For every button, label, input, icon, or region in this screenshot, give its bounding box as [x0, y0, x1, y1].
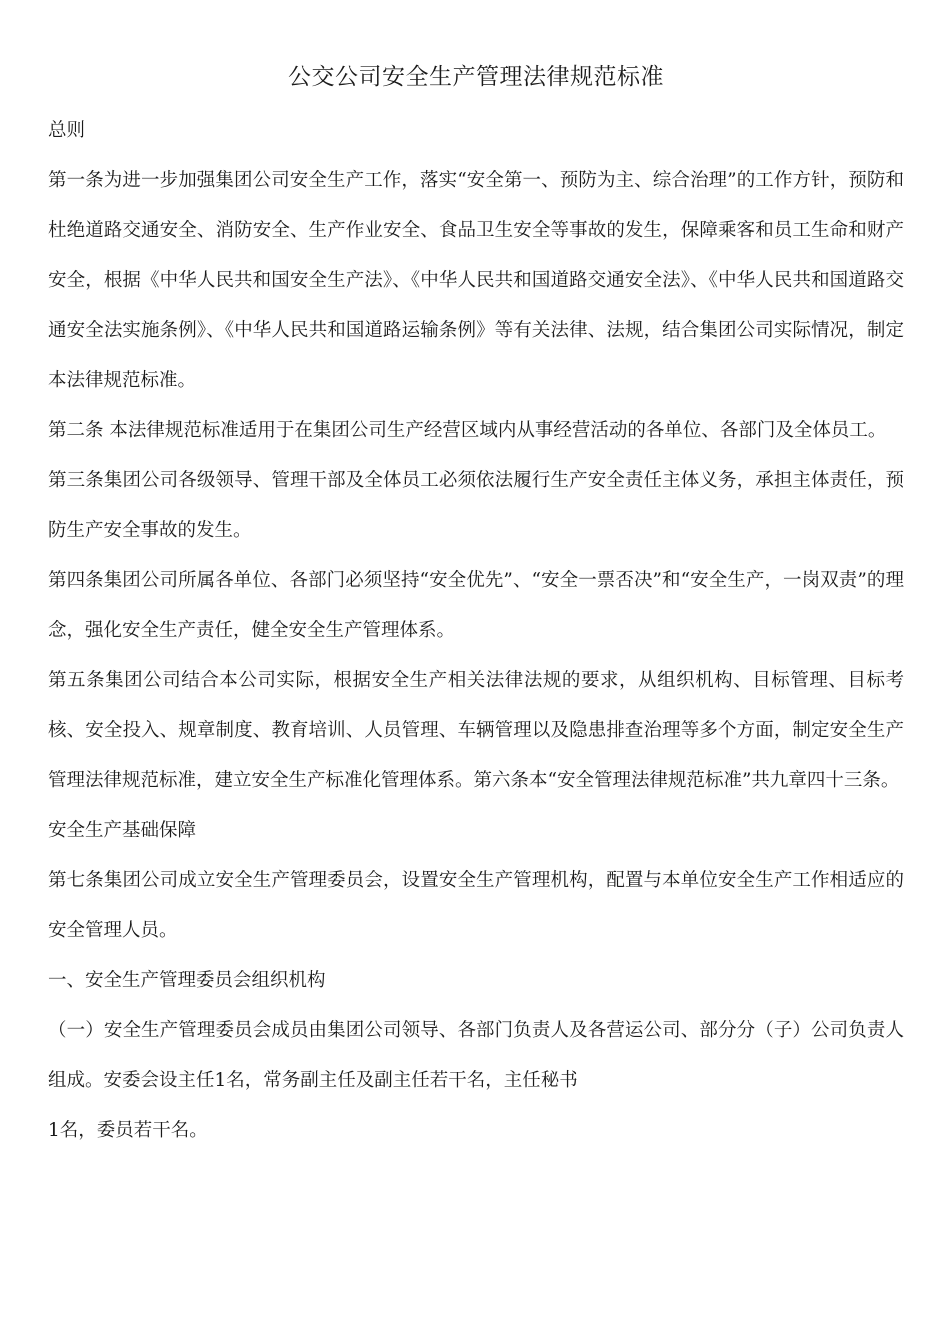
article-2-paragraph: 第二条 本法律规范标准适用于在集团公司生产经营区域内从事经营活动的各单位、各部门及全体员工。: [48, 420, 887, 441]
article-7-paragraph: 第七条集团公司成立安全生产管理委员会，设置安全生产管理机构，配置与本单位安全生产工作相适应的安全管理人员。: [48, 870, 904, 941]
section-heading-safety-basics: 安全生产基础保障: [48, 820, 197, 841]
document-title: 公交公司安全生产管理法律规范标准: [288, 64, 664, 90]
article-3-paragraph: 第三条集团公司各级领导、管理干部及全体员工必须依法履行生产安全责任主体义务，承担主体责任，预防生产安全事故的发生。: [48, 470, 904, 541]
section-heading-general: 总则: [48, 120, 86, 141]
committee-item-1-paragraph: （一）安全生产管理委员会成员由集团公司领导、各部门负责人及各营运公司、部分分（子）公司负责人组成。安委会设主任1名，常务副主任及副主任若干名，主任秘书: [48, 1020, 904, 1091]
article-5-6-paragraph: 第五条集团公司结合本公司实际，根据安全生产相关法律法规的要求，从组织机构、目标管理、目标考核、安全投入、规章制度、教育培训、人员管理、车辆管理以及隐患排查治理等多个方面，制定安全生产管理法律规范标准，建立安全生产标准化管理体系。第六条本“安全管理法律规范标准”共九章四十三条。: [48, 670, 904, 791]
committee-item-1-continued: 1名，委员若干名。: [48, 1120, 208, 1141]
subsection-heading-committee: 一、安全生产管理委员会组织机构: [48, 970, 326, 991]
article-4-paragraph: 第四条集团公司所属各单位、各部门必须坚持“安全优先”、“安全一票否决”和“安全生产，一岗双责”的理念，强化安全生产责任，健全安全生产管理体系。: [48, 570, 904, 641]
article-1-paragraph: 第一条为进一步加强集团公司安全生产工作，落实“安全第一、预防为主、综合治理”的工作方针，预防和杜绝道路交通安全、消防安全、生产作业安全、食品卫生安全等事故的发生，保障乘客和员工生命和财产安全，根据《中华人民共和国安全生产法》、《中华人民共和国道路交通安全法》、《中华人民共和国道路交通安全法实施条例》、《中华人民共和国道路运输条例》等有关法律、法规，结合集团公司实际情况，制定本法律规范标准。: [48, 170, 904, 391]
